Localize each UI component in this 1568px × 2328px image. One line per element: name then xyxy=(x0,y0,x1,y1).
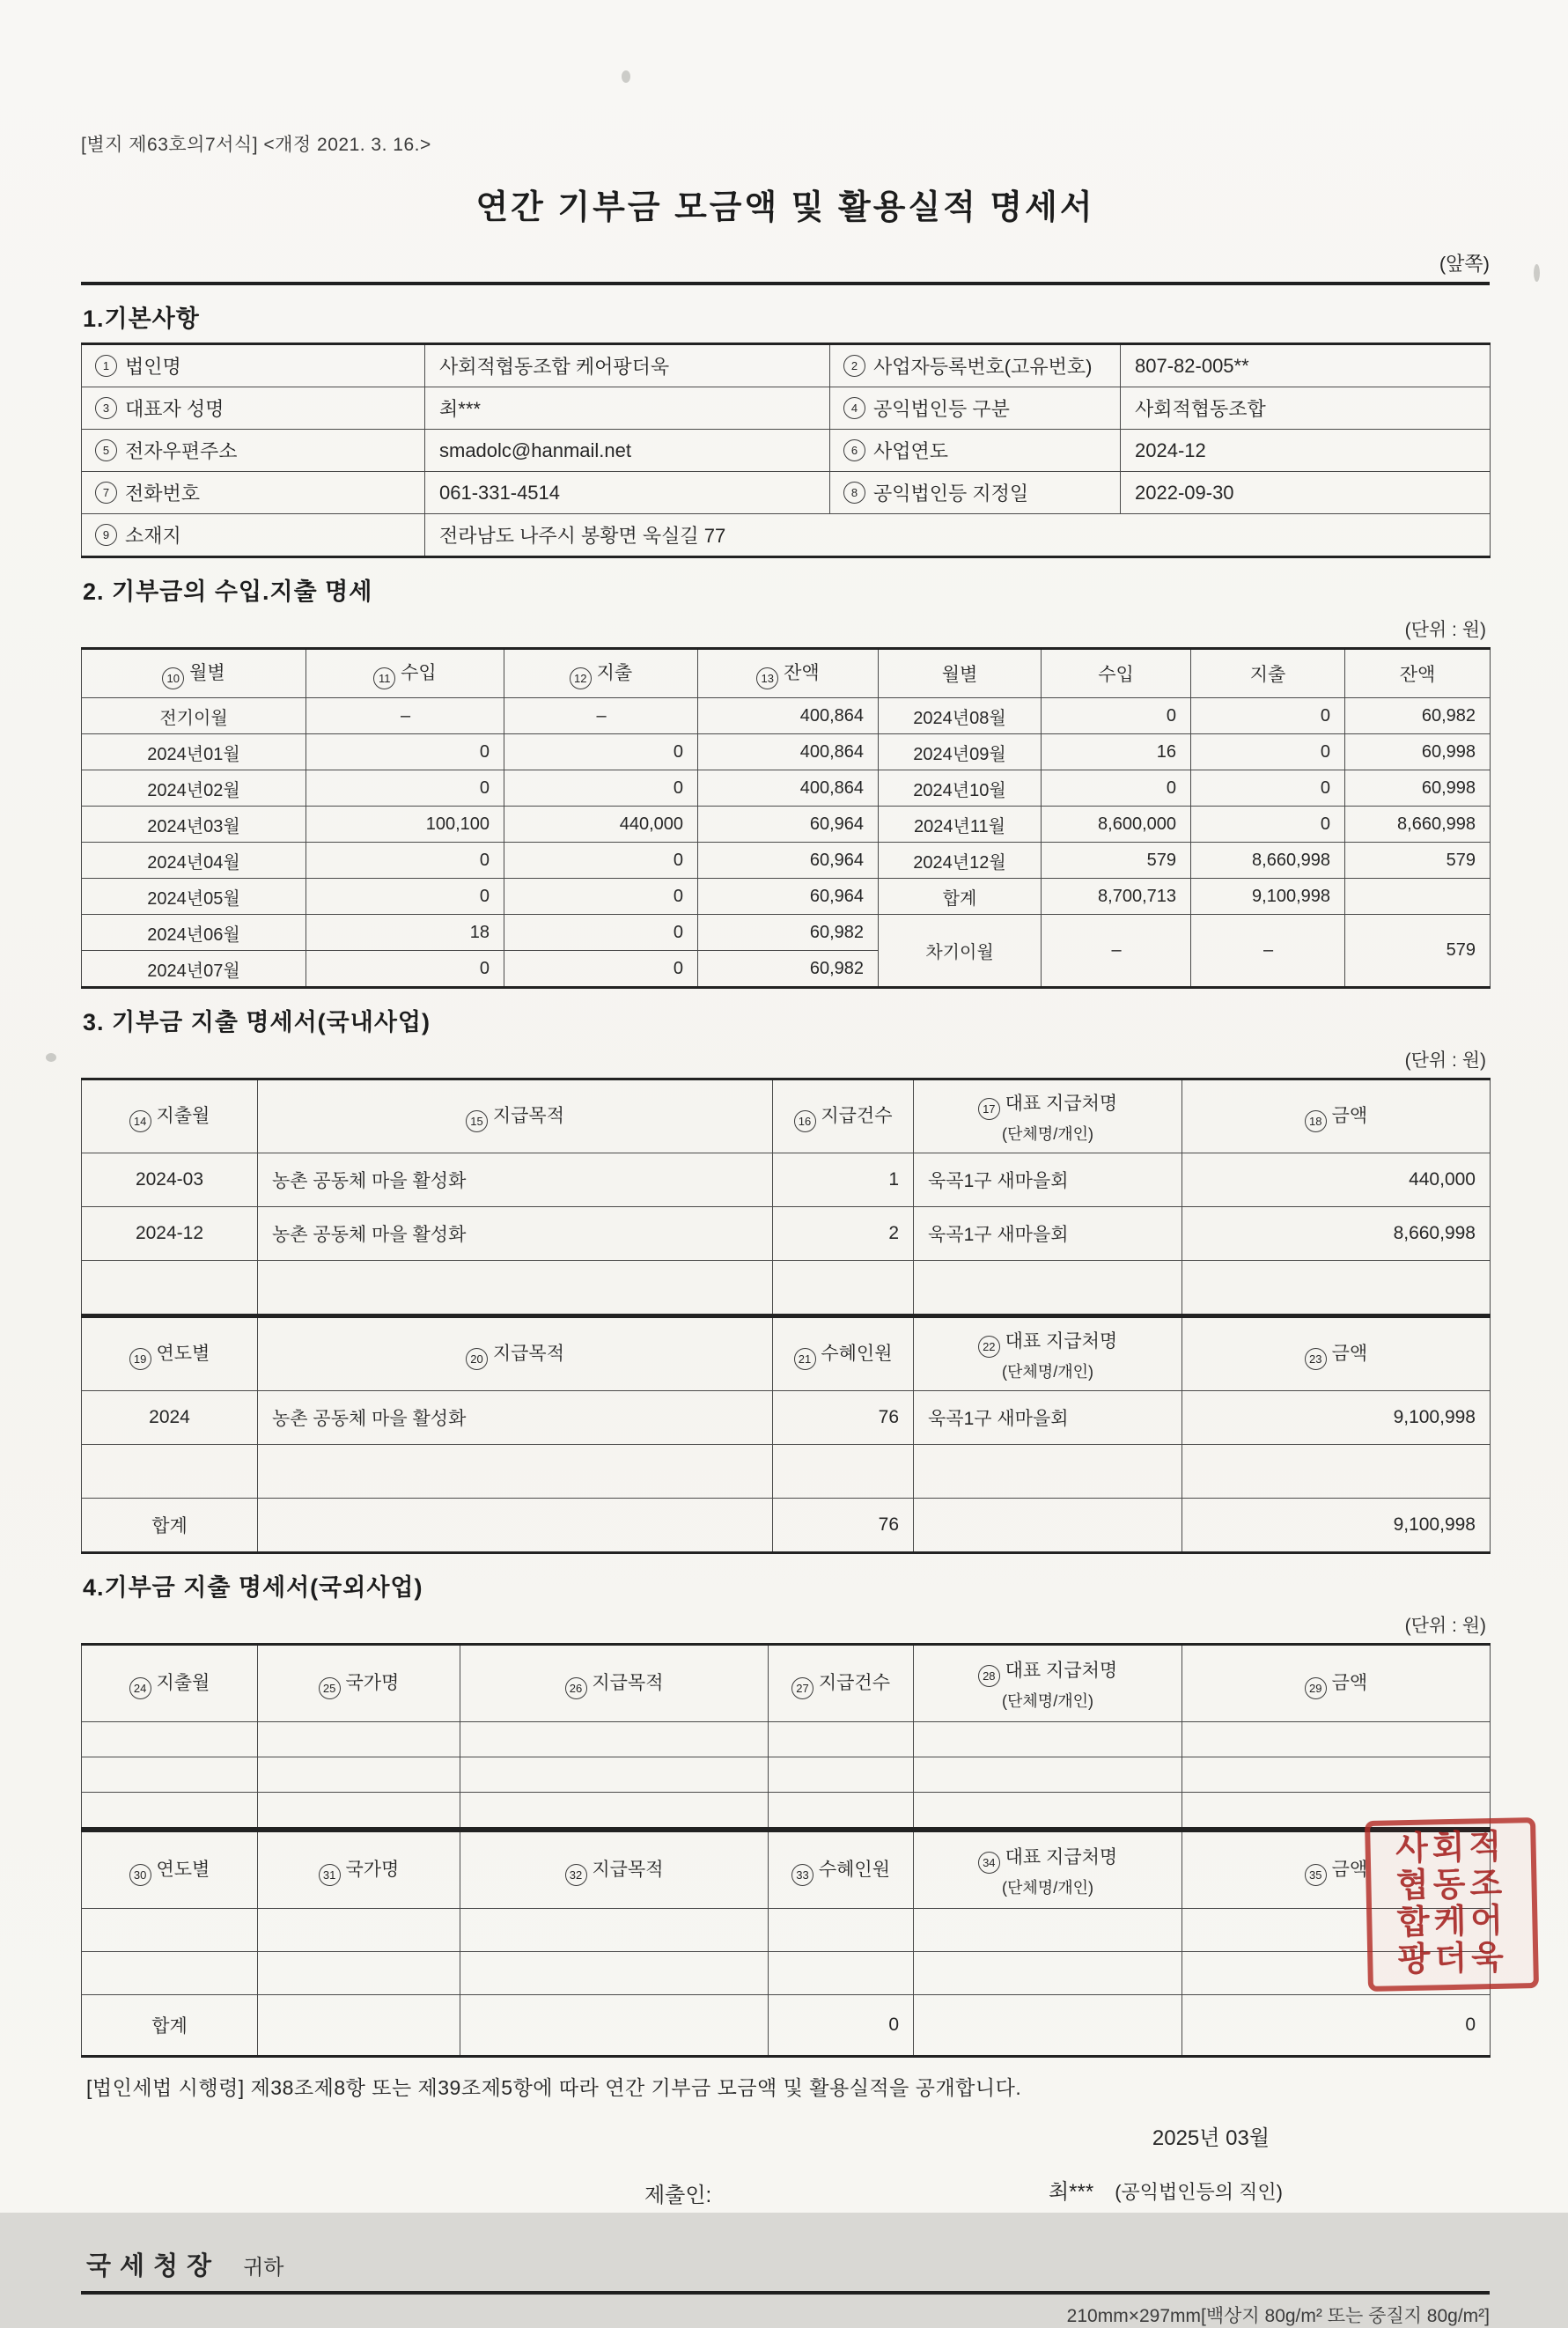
table-cell: 0 xyxy=(1191,698,1345,734)
circled-number: 15 xyxy=(466,1110,488,1132)
table-row xyxy=(82,387,1491,430)
field-label: 4 공익법인등 구분 xyxy=(831,394,1119,422)
field-label: 7 전화번호 xyxy=(83,479,423,506)
table-cell: 60,964 xyxy=(698,807,879,843)
submitter-name: 최*** xyxy=(1049,2180,1094,2204)
foreign-expense-by-month-table xyxy=(81,1643,1491,1830)
table-cell xyxy=(460,1909,769,1952)
table-cell: 0 xyxy=(504,915,698,951)
scan-artifact xyxy=(622,70,630,83)
circled-number: 18 xyxy=(1305,1110,1327,1132)
field-value: 사회적협동조합 케어팡더욱 xyxy=(425,344,830,387)
table-cell xyxy=(258,1499,773,1553)
table-cell: – xyxy=(1191,915,1345,988)
circled-number: 8 xyxy=(843,482,865,504)
table-cell: 60,964 xyxy=(698,879,879,915)
table-row xyxy=(82,1995,1491,2057)
table-cell: 농촌 공동체 마을 활성화 xyxy=(258,1153,773,1207)
circled-number: 21 xyxy=(794,1348,816,1370)
table-cell: 0 xyxy=(504,734,698,770)
table-cell: 욱곡1구 새마을회 xyxy=(914,1207,1182,1261)
column-header: 11 수입 xyxy=(306,649,504,698)
table-header-row xyxy=(82,1645,1491,1722)
column-header: 34 대표 지급처명 (단체명/개인) xyxy=(914,1831,1182,1909)
section1-heading: 1.기본사항 xyxy=(83,306,200,332)
table-cell xyxy=(769,1722,914,1757)
table-cell xyxy=(258,1793,460,1829)
field-label: 8 공익법인등 지정일 xyxy=(831,479,1119,506)
table-cell xyxy=(258,1722,460,1757)
circled-number: 3 xyxy=(95,397,117,419)
field-value: 전라남도 나주시 봉황면 욱실길 77 xyxy=(425,514,1491,557)
table-cell xyxy=(773,1445,914,1499)
table-header-row xyxy=(82,1831,1491,1909)
table-cell: 8,600,000 xyxy=(1042,807,1191,843)
column-header: 19 연도별 xyxy=(82,1317,258,1391)
column-header: 월별 xyxy=(879,649,1042,698)
table-cell: 9,100,998 xyxy=(1182,1391,1491,1445)
table-cell xyxy=(258,1909,460,1952)
table-cell xyxy=(460,1793,769,1829)
table-cell xyxy=(82,1445,258,1499)
circled-number: 23 xyxy=(1305,1348,1327,1370)
circled-number: 2 xyxy=(843,355,865,377)
table-row xyxy=(82,770,1491,807)
column-header: 24 지출월 xyxy=(82,1645,258,1722)
table-cell: 2024년01월 xyxy=(82,734,306,770)
column-header: 26 지급목적 xyxy=(460,1645,769,1722)
table-cell: 2024년04월 xyxy=(82,843,306,879)
column-header: 20 지급목적 xyxy=(258,1317,773,1391)
table-header-row xyxy=(82,649,1491,698)
table-cell: 0 xyxy=(504,843,698,879)
paper-spec: 210mm×297mm[백상지 80g/m² 또는 중질지 80g/m²] xyxy=(1066,2306,1490,2326)
field-value: 2024-12 xyxy=(1121,430,1491,472)
circled-number: 17 xyxy=(978,1098,1000,1120)
table-cell: 0 xyxy=(1191,807,1345,843)
table-row xyxy=(82,514,1491,557)
column-header: 27 지급건수 xyxy=(769,1645,914,1722)
table-cell xyxy=(773,1261,914,1315)
column-header: 28 대표 지급처명 (단체명/개인) xyxy=(914,1645,1182,1722)
table-cell xyxy=(460,1952,769,1995)
table-cell: 0 xyxy=(1191,734,1345,770)
circled-number: 25 xyxy=(319,1677,341,1699)
scan-artifact xyxy=(46,1053,56,1062)
table-cell: 0 xyxy=(306,734,504,770)
circled-number: 9 xyxy=(95,524,117,546)
table-cell: 0 xyxy=(1191,770,1345,807)
field-value: 2022-09-30 xyxy=(1121,472,1491,514)
circled-number: 13 xyxy=(756,667,778,689)
divider xyxy=(81,2291,1490,2295)
column-header: 14 지출월 xyxy=(82,1079,258,1153)
circled-number: 24 xyxy=(129,1677,151,1699)
divider xyxy=(81,282,1490,285)
circled-number: 19 xyxy=(129,1348,151,1370)
table-row xyxy=(82,1909,1491,1952)
table-cell: 440,000 xyxy=(1182,1153,1491,1207)
table-cell: – xyxy=(306,698,504,734)
table-cell: 0 xyxy=(1182,1995,1491,2057)
circled-number: 31 xyxy=(319,1864,341,1886)
table-cell: 2024 xyxy=(82,1391,258,1445)
column-header: 35 금액 xyxy=(1182,1831,1491,1909)
table-cell xyxy=(258,1261,773,1315)
table-cell: 579 xyxy=(1042,843,1191,879)
unit-label: (단위 : 원) xyxy=(1404,1616,1486,1636)
table-cell: 합계 xyxy=(82,1995,258,2057)
table-cell: 농촌 공동체 마을 활성화 xyxy=(258,1391,773,1445)
column-header: 29 금액 xyxy=(1182,1645,1491,1722)
table-cell: 0 xyxy=(306,879,504,915)
organization-seal-stamp xyxy=(1365,1817,1539,1992)
table-cell xyxy=(460,1722,769,1757)
table-cell: 579 xyxy=(1345,915,1491,988)
table-row xyxy=(82,1445,1491,1499)
table-cell xyxy=(82,1952,258,1995)
table-cell: 0 xyxy=(1042,698,1191,734)
table-cell: 8,700,713 xyxy=(1042,879,1191,915)
table-cell: 9,100,998 xyxy=(1191,879,1345,915)
table-cell: – xyxy=(1042,915,1191,988)
table-cell: 2024년02월 xyxy=(82,770,306,807)
table-cell: 60,982 xyxy=(698,915,879,951)
column-header: 23 금액 xyxy=(1182,1317,1491,1391)
table-row xyxy=(82,734,1491,770)
column-header: 25 국가명 xyxy=(258,1645,460,1722)
monthly-income-expense-table xyxy=(81,647,1491,989)
table-cell: 2024년10월 xyxy=(879,770,1042,807)
circled-number: 4 xyxy=(843,397,865,419)
table-cell: 400,864 xyxy=(698,734,879,770)
field-value: 사회적협동조합 xyxy=(1121,387,1491,430)
table-cell: 0 xyxy=(769,1995,914,2057)
circled-number: 33 xyxy=(791,1864,813,1886)
form-reference: [별지 제63호의7서식] <개정 2021. 3. 16.> xyxy=(81,135,431,155)
column-header: 21 수혜인원 xyxy=(773,1317,914,1391)
table-cell: 2024년12월 xyxy=(879,843,1042,879)
field-label: 1 법인명 xyxy=(83,352,423,379)
section3-heading: 3. 기부금 지출 명세서(국내사업) xyxy=(83,1009,431,1035)
circled-number: 5 xyxy=(95,439,117,461)
table-row xyxy=(82,698,1491,734)
table-header-row xyxy=(82,1079,1491,1153)
table-row xyxy=(82,1722,1491,1757)
table-row xyxy=(82,1261,1491,1315)
domestic-expense-by-year-table xyxy=(81,1316,1491,1554)
table-cell xyxy=(914,1793,1182,1829)
table-cell xyxy=(914,1445,1182,1499)
table-row xyxy=(82,843,1491,879)
table-cell xyxy=(258,1995,460,2057)
table-row xyxy=(82,879,1491,915)
table-cell xyxy=(1182,1722,1491,1757)
circled-number: 26 xyxy=(565,1677,587,1699)
table-cell: 100,100 xyxy=(306,807,504,843)
field-value: 061-331-4514 xyxy=(425,472,830,514)
table-cell: 9,100,998 xyxy=(1182,1499,1491,1553)
recipient-suffix: 귀하 xyxy=(243,2256,284,2280)
table-cell xyxy=(769,1909,914,1952)
table-cell xyxy=(82,1909,258,1952)
seal-text-line: 합케어 xyxy=(1396,1902,1508,1942)
table-cell: 400,864 xyxy=(698,770,879,807)
column-header: 32 지급목적 xyxy=(460,1831,769,1909)
table-cell: 0 xyxy=(504,770,698,807)
scan-artifact xyxy=(1534,264,1540,282)
field-label: 5 전자우편주소 xyxy=(83,437,423,464)
table-cell: 8,660,998 xyxy=(1191,843,1345,879)
column-header: 33 수혜인원 xyxy=(769,1831,914,1909)
circled-number: 16 xyxy=(794,1110,816,1132)
seal-note: (공익법인등의 직인) xyxy=(1115,2181,1283,2203)
circled-number: 27 xyxy=(791,1677,813,1699)
table-cell xyxy=(258,1445,773,1499)
table-cell: 0 xyxy=(504,879,698,915)
circled-number: 1 xyxy=(95,355,117,377)
table-cell: 2024년11월 xyxy=(879,807,1042,843)
table-cell xyxy=(769,1952,914,1995)
recipient-line xyxy=(86,2246,1490,2282)
table-cell: 60,998 xyxy=(1345,770,1491,807)
table-cell: 76 xyxy=(773,1499,914,1553)
page-title: 연간 기부금 모금액 및 활용실적 명세서 xyxy=(475,189,1095,226)
table-cell: 0 xyxy=(306,951,504,988)
table-cell xyxy=(914,1261,1182,1315)
circled-number: 29 xyxy=(1305,1677,1327,1699)
table-cell: 0 xyxy=(306,843,504,879)
circled-number: 20 xyxy=(466,1348,488,1370)
table-cell: 60,982 xyxy=(1345,698,1491,734)
table-cell xyxy=(914,1995,1182,2057)
table-row xyxy=(82,1757,1491,1793)
table-cell: 60,964 xyxy=(698,843,879,879)
table-cell xyxy=(1345,879,1491,915)
section4-heading: 4.기부금 지출 명세서(국외사업) xyxy=(83,1574,423,1601)
table-row xyxy=(82,1153,1491,1207)
table-row xyxy=(82,344,1491,387)
table-cell: 2024년08월 xyxy=(879,698,1042,734)
column-header: 잔액 xyxy=(1345,649,1491,698)
table-cell xyxy=(914,1757,1182,1793)
table-cell xyxy=(1182,1261,1491,1315)
table-cell xyxy=(258,1952,460,1995)
table-cell xyxy=(1182,1757,1491,1793)
submitter-line xyxy=(81,2167,1490,2216)
table-cell: 욱곡1구 새마을회 xyxy=(914,1153,1182,1207)
table-cell: 76 xyxy=(773,1391,914,1445)
table-cell xyxy=(914,1952,1182,1995)
seal-text-line: 협동조 xyxy=(1395,1865,1507,1905)
column-header: 13 잔액 xyxy=(698,649,879,698)
table-cell xyxy=(769,1757,914,1793)
table-cell: 60,982 xyxy=(698,951,879,988)
column-header: 수입 xyxy=(1042,649,1191,698)
table-row xyxy=(82,1499,1491,1553)
table-cell xyxy=(914,1722,1182,1757)
table-cell: 400,864 xyxy=(698,698,879,734)
table-cell xyxy=(460,1757,769,1793)
table-cell: 8,660,998 xyxy=(1345,807,1491,843)
table-cell: 8,660,998 xyxy=(1182,1207,1491,1261)
field-value: 807-82-005** xyxy=(1121,344,1491,387)
section2-heading: 2. 기부금의 수입.지출 명세 xyxy=(83,578,373,605)
table-cell xyxy=(258,1757,460,1793)
unit-label: (단위 : 원) xyxy=(1404,620,1486,640)
column-header: 17 대표 지급처명 (단체명/개인) xyxy=(914,1079,1182,1153)
table-cell: – xyxy=(504,698,698,734)
circled-number: 10 xyxy=(162,667,184,689)
column-header: 31 국가명 xyxy=(258,1831,460,1909)
circled-number: 28 xyxy=(978,1665,1000,1687)
field-label: 2 사업자등록번호(고유번호) xyxy=(831,352,1119,379)
circled-number: 6 xyxy=(843,439,865,461)
table-row xyxy=(82,915,1491,951)
table-cell: 2024년07월 xyxy=(82,951,306,988)
column-header: 지출 xyxy=(1191,649,1345,698)
table-cell: 2024년03월 xyxy=(82,807,306,843)
table-cell xyxy=(82,1757,258,1793)
table-row xyxy=(82,1391,1491,1445)
recipient-title: 국세청장 xyxy=(86,2252,221,2280)
basic-info-table xyxy=(81,343,1491,558)
table-cell xyxy=(82,1722,258,1757)
table-cell xyxy=(460,1995,769,2057)
column-header: 18 금액 xyxy=(1182,1079,1491,1153)
table-cell xyxy=(914,1499,1182,1553)
table-cell: 1 xyxy=(773,1153,914,1207)
field-label: 6 사업연도 xyxy=(831,437,1119,464)
table-cell: 0 xyxy=(1042,770,1191,807)
table-cell: 0 xyxy=(306,770,504,807)
table-cell: 욱곡1구 새마을회 xyxy=(914,1391,1182,1445)
field-value: smadolc@hanmail.net xyxy=(425,430,830,472)
foreign-expense-by-year-table xyxy=(81,1830,1491,2058)
front-side-label: (앞쪽) xyxy=(1439,253,1490,275)
circled-number: 22 xyxy=(978,1336,1000,1358)
field-value: 최*** xyxy=(425,387,830,430)
table-cell: 0 xyxy=(504,951,698,988)
table-cell: 16 xyxy=(1042,734,1191,770)
table-cell: 차기이월 xyxy=(879,915,1042,988)
column-header: 12 지출 xyxy=(504,649,698,698)
column-header: 22 대표 지급처명 (단체명/개인) xyxy=(914,1317,1182,1391)
circled-number: 34 xyxy=(978,1852,1000,1874)
table-cell: 2024년06월 xyxy=(82,915,306,951)
table-row xyxy=(82,1952,1491,1995)
column-header: 15 지급목적 xyxy=(258,1079,773,1153)
circled-number: 14 xyxy=(129,1110,151,1132)
seal-text-line: 팡더욱 xyxy=(1397,1939,1509,1979)
table-header-row xyxy=(82,1317,1491,1391)
table-cell: 579 xyxy=(1345,843,1491,879)
table-cell: 440,000 xyxy=(504,807,698,843)
field-label: 9 소재지 xyxy=(83,521,423,549)
table-cell xyxy=(1182,1445,1491,1499)
table-row xyxy=(82,472,1491,514)
table-cell xyxy=(914,1909,1182,1952)
circled-number: 11 xyxy=(373,667,395,689)
table-cell xyxy=(82,1793,258,1829)
column-header: 10 월별 xyxy=(82,649,306,698)
table-cell: 2024년09월 xyxy=(879,734,1042,770)
table-cell xyxy=(82,1261,258,1315)
table-row xyxy=(82,1793,1491,1829)
table-cell: 농촌 공동체 마을 활성화 xyxy=(258,1207,773,1261)
table-cell: 18 xyxy=(306,915,504,951)
table-cell: 전기이월 xyxy=(82,698,306,734)
table-cell: 합계 xyxy=(82,1499,258,1553)
table-cell xyxy=(769,1793,914,1829)
table-cell: 60,998 xyxy=(1345,734,1491,770)
submitter-label: 제출인: xyxy=(644,2184,712,2207)
table-row xyxy=(82,807,1491,843)
unit-label: (단위 : 원) xyxy=(1404,1050,1486,1071)
seal-text-line: 사회적 xyxy=(1395,1829,1506,1868)
table-cell: 2024-03 xyxy=(82,1153,258,1207)
column-header: 16 지급건수 xyxy=(773,1079,914,1153)
table-cell: 2024-12 xyxy=(82,1207,258,1261)
table-row xyxy=(82,430,1491,472)
domestic-expense-by-month-table xyxy=(81,1078,1491,1316)
table-cell: 2024년05월 xyxy=(82,879,306,915)
column-header: 30 연도별 xyxy=(82,1831,258,1909)
circled-number: 12 xyxy=(570,667,592,689)
circled-number: 32 xyxy=(565,1864,587,1886)
legal-statement: [법인세법 시행령] 제38조제8항 또는 제39조제5항에 따라 연간 기부금 모금액 및 활용실적을 공개합니다. xyxy=(86,2076,1022,2099)
circled-number: 7 xyxy=(95,482,117,504)
field-label: 3 대표자 성명 xyxy=(83,394,423,422)
table-row xyxy=(82,1207,1491,1261)
table-cell: 합계 xyxy=(879,879,1042,915)
submission-date: 2025년 03월 xyxy=(1152,2126,1270,2150)
circled-number: 30 xyxy=(129,1864,151,1886)
circled-number: 35 xyxy=(1305,1864,1327,1886)
table-cell: 2 xyxy=(773,1207,914,1261)
